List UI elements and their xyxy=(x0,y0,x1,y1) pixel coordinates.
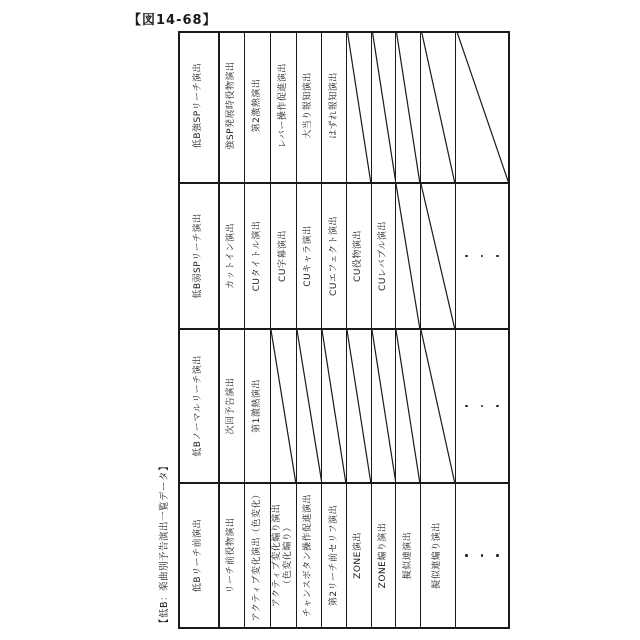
diagonal-slash-cell xyxy=(322,330,347,482)
table-cell xyxy=(220,31,246,182)
table-cell xyxy=(271,484,297,627)
column-header: 低B強SPリーチ演出 xyxy=(180,31,220,182)
column-group xyxy=(180,31,508,182)
cell-text-line: チャンスボタン操作促進演出 xyxy=(303,494,314,617)
table-cell xyxy=(322,31,347,182)
cell-text-line: ZONE演出 xyxy=(353,532,364,579)
diagonal-line xyxy=(421,184,455,328)
cell-text-line: 第2リーチ前セリフ演出 xyxy=(328,504,339,607)
diagonal-line xyxy=(396,330,420,482)
cell-text-line: CUタイトル演出 xyxy=(251,220,262,292)
cell-text-line: CUレバブル演出 xyxy=(377,221,388,291)
diagonal-line xyxy=(271,330,296,482)
table-caption: 【低B：楽曲別予告演出一覧データ】 xyxy=(159,460,170,628)
table-cell xyxy=(322,184,347,328)
figure-label: 【図14-68】 xyxy=(128,13,217,28)
ellipsis-dot xyxy=(481,255,484,258)
diagonal-line xyxy=(396,184,420,328)
ellipsis-dot xyxy=(481,554,484,557)
ellipsis-dot xyxy=(465,554,468,557)
ellipsis-dots-cell xyxy=(456,330,508,482)
diagonal-line xyxy=(322,330,346,482)
table-cell xyxy=(421,484,456,627)
cell-text-line: 擬似連煽り演出 xyxy=(432,522,443,589)
cell-text-line: CU役物演出 xyxy=(353,230,364,282)
diagonal-line xyxy=(347,31,371,182)
cell-text-line: 擬似連演出 xyxy=(402,531,413,580)
diagonal-slash-cell xyxy=(372,31,397,182)
table-cell xyxy=(347,484,372,627)
diagonal-line xyxy=(297,330,322,482)
cell-text-line: 第2激熱演出 xyxy=(251,78,262,133)
cell-text-line: CU字幕演出 xyxy=(277,230,288,282)
cell-text-line: CUエフェクト演出 xyxy=(328,216,339,296)
column-group xyxy=(180,328,508,482)
table-cell xyxy=(220,184,246,328)
table-cell xyxy=(245,484,271,627)
diagonal-slash-cell xyxy=(421,330,456,482)
cell-text-line: ZONE煽り演出 xyxy=(377,522,388,589)
ellipsis-dot xyxy=(496,554,499,557)
diagonal-slash-cell xyxy=(396,31,421,182)
cell-text-line: リーチ前役物演出 xyxy=(226,517,237,594)
diagonal-slash-cell xyxy=(396,184,421,328)
cell-text-line: 大当り報知演出 xyxy=(303,72,314,139)
diagonal-slash-cell xyxy=(421,184,456,328)
diagonal-line xyxy=(396,31,420,182)
ellipsis-dot xyxy=(481,405,484,408)
diagonal-line xyxy=(421,31,455,182)
diagonal-slash-cell xyxy=(421,31,456,182)
cell-text-line: はずれ報知演出 xyxy=(328,72,339,139)
table-cell xyxy=(245,330,271,482)
column-header: 低Bリーチ前演出 xyxy=(180,484,220,627)
table-cell xyxy=(245,31,271,182)
table-cell xyxy=(297,184,323,328)
diagonal-slash-cell xyxy=(297,330,323,482)
cell-text-line: アクティブ変化煽り演出 xyxy=(272,503,282,608)
cell-text-line: 強SP発展時役物演出 xyxy=(226,61,237,150)
diagonal-line xyxy=(372,31,396,182)
table-cell xyxy=(396,484,421,627)
diagonal-slash-cell xyxy=(372,330,397,482)
column-group xyxy=(180,182,508,328)
diagonal-slash-cell xyxy=(456,31,508,182)
diagonal-slash-cell xyxy=(347,31,372,182)
ellipsis-dot xyxy=(465,405,468,408)
rotated-figure xyxy=(148,31,510,629)
column-group xyxy=(180,482,508,627)
cell-text-line: CUキャラ演出 xyxy=(303,225,314,287)
effects-table xyxy=(178,31,510,629)
table-cell xyxy=(297,484,323,627)
cell-text-line: カットイン演出 xyxy=(226,223,237,289)
table-cell xyxy=(372,484,397,627)
column-header: 低B弱SPリーチ演出 xyxy=(180,184,220,328)
table-cell xyxy=(220,330,246,482)
diagonal-slash-cell xyxy=(396,330,421,482)
cell-text-line: （色変化煽り） xyxy=(283,522,294,589)
diagonal-line xyxy=(456,31,508,182)
table-cell xyxy=(297,31,323,182)
ellipsis-dots-cell xyxy=(456,484,508,627)
diagonal-line xyxy=(421,330,455,482)
table-cell xyxy=(220,484,246,627)
table-cell xyxy=(347,184,372,328)
ellipsis-dot xyxy=(465,255,468,258)
table-cell xyxy=(245,184,271,328)
table-cell xyxy=(271,184,297,328)
ellipsis-dot xyxy=(496,255,499,258)
ellipsis-dot xyxy=(496,405,499,408)
table-cell xyxy=(322,484,347,627)
column-header: 低Bノーマルリーチ演出 xyxy=(180,330,220,482)
cell-text-line: レバー操作促進演出 xyxy=(277,63,288,148)
cell-text-line: 第1激熱演出 xyxy=(251,379,262,433)
diagonal-line xyxy=(347,330,371,482)
cell-text-line: 次回予告演出 xyxy=(226,377,237,435)
ellipsis-dots-cell xyxy=(456,184,508,328)
table-cell xyxy=(271,31,297,182)
diagonal-slash-cell xyxy=(347,330,372,482)
table-cell xyxy=(372,184,397,328)
cell-text-line: アクティブ変化演出（色変化） xyxy=(251,489,262,622)
diagonal-line xyxy=(372,330,396,482)
diagonal-slash-cell xyxy=(271,330,297,482)
